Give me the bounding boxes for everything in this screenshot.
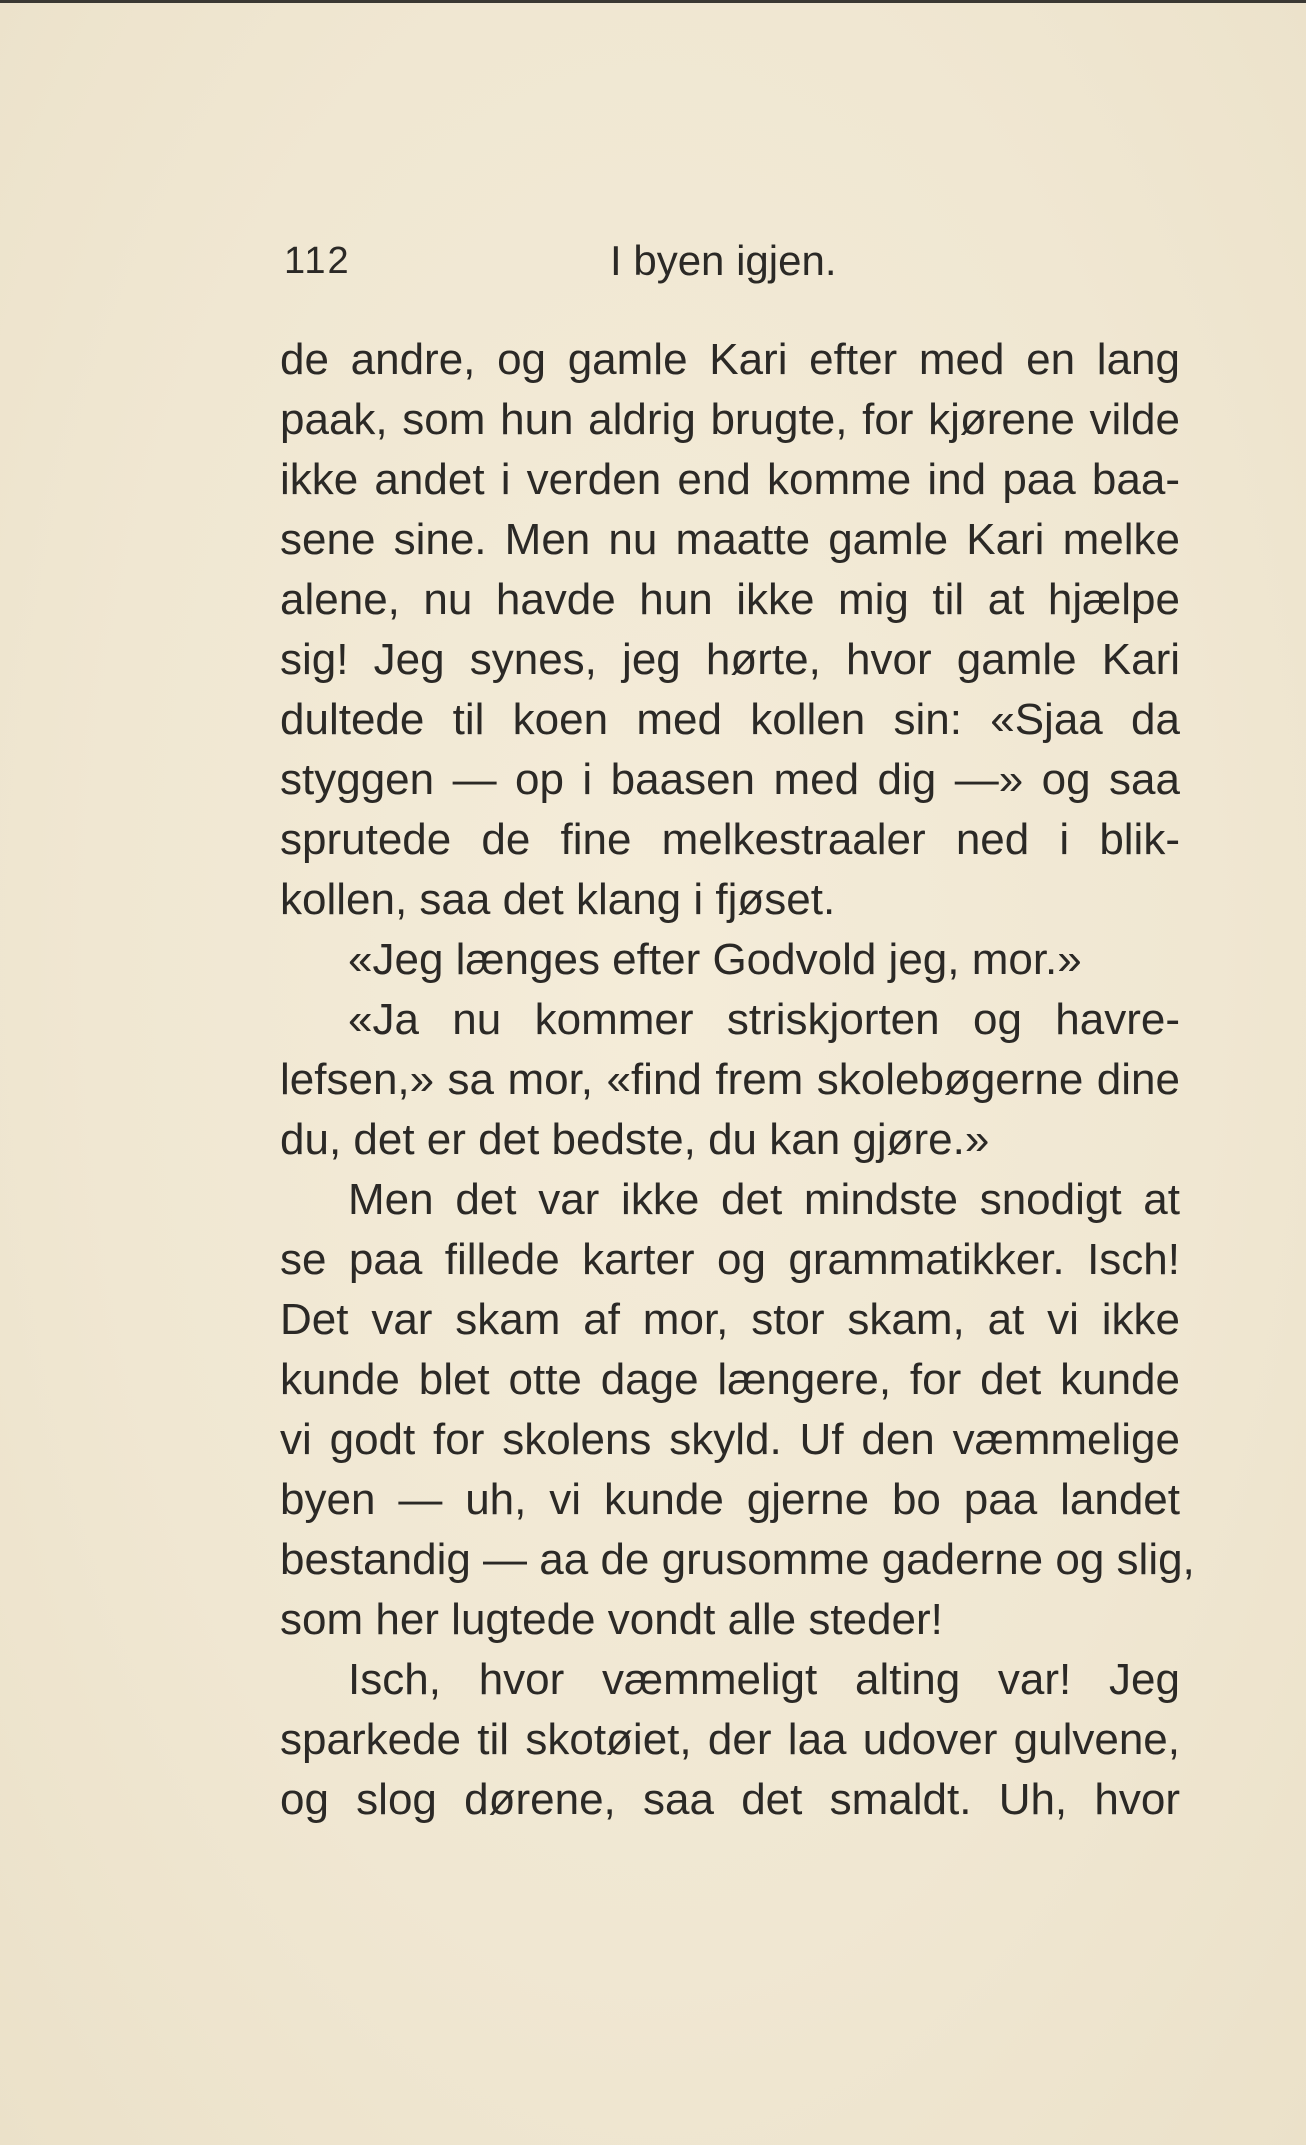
text-line: sig! Jeg synes, jeg hørte, hvor gamle Kari xyxy=(280,635,1180,684)
text-line: «Ja nu kommer striskjorten og havre- xyxy=(348,995,1180,1044)
text-line: dultede til koen med kollen sin: «Sjaa da xyxy=(280,695,1180,744)
text-line: styggen — op i baasen med dig —» og saa xyxy=(280,755,1180,804)
running-title: I byen igjen. xyxy=(610,237,837,284)
text-line: som her lugtede vondt alle steder! xyxy=(280,1595,943,1644)
text-line: sene sine. Men nu maatte gamle Kari melke xyxy=(280,515,1180,564)
text-line: sparkede til skotøiet, der laa udover gulvene, xyxy=(280,1715,1180,1764)
text-line: Det var skam af mor, stor skam, at vi ikke xyxy=(280,1295,1180,1344)
text-line: se paa fillede karter og grammatikker. Isch! xyxy=(280,1235,1180,1284)
text-line: Men det var ikke det mindste snodigt at xyxy=(348,1175,1180,1224)
text-line: bestandig — aa de grusomme gaderne og slig, xyxy=(280,1535,1195,1584)
text-line: Isch, hvor væmmeligt alting var! Jeg xyxy=(348,1655,1180,1704)
text-line: du, det er det bedste, du kan gjøre.» xyxy=(280,1115,990,1164)
text-line: kollen, saa det klang i fjøset. xyxy=(280,875,836,924)
page-top-edge xyxy=(0,0,1306,3)
text-line: vi godt for skolens skyld. Uf den væmmelige xyxy=(280,1415,1180,1464)
body-text xyxy=(280,330,1195,1830)
text-line: og slog dørene, saa det smaldt. Uh, hvor xyxy=(280,1775,1180,1824)
page-number: 112 xyxy=(284,240,351,282)
running-head xyxy=(284,236,844,286)
text-line: paak, som hun aldrig brugte, for kjørene vilde xyxy=(280,395,1180,444)
text-line: ikke andet i verden end komme ind paa baa- xyxy=(280,455,1180,504)
text-line: kunde blet otte dage længere, for det kunde xyxy=(280,1355,1180,1404)
text-line: byen — uh, vi kunde gjerne bo paa landet xyxy=(280,1475,1180,1524)
text-line: de andre, og gamle Kari efter med en lang xyxy=(280,335,1180,384)
text-line: alene, nu havde hun ikke mig til at hjælpe xyxy=(280,575,1180,624)
text-line: «Jeg længes efter Godvold jeg, mor.» xyxy=(348,935,1082,984)
text-line: lefsen,» sa mor, «find frem skolebøgerne dine xyxy=(280,1055,1180,1104)
text-line: sprutede de fine melkestraaler ned i blik- xyxy=(280,815,1180,864)
